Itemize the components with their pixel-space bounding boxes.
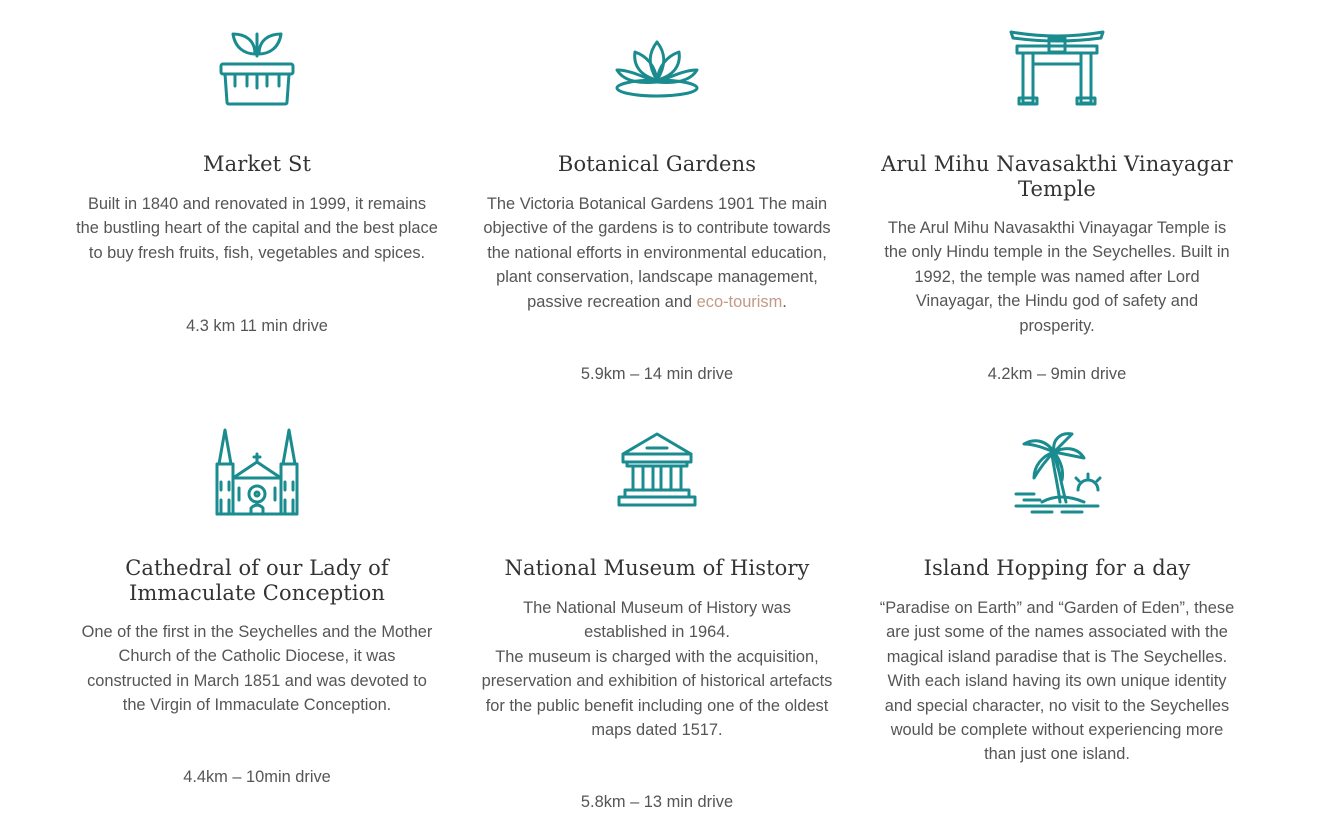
card-description-text: The Victoria Botanical Gardens 1901 The main objective of the gardens is to contribute towards the national efforts in environmental education, plant conservation, landscape management, passive recreation and xyxy=(483,195,831,311)
attraction-card-cathedral xyxy=(71,0,443,833)
card-title: Cathedral of our Lady of Immaculate Conception xyxy=(125,556,389,605)
card-title: Arul Mihu Navasakthi Vinayagar Temple xyxy=(881,152,1233,201)
card-distance: 5.8km – 13 min drive xyxy=(580,793,734,811)
card-distance: 4.4km – 10min drive xyxy=(183,768,331,786)
card-title: Botanical Gardens xyxy=(557,152,757,176)
card-description-line1: The National Museum of History was established in 1964. xyxy=(523,599,791,642)
card-description xyxy=(471,596,843,742)
card-title: Market St xyxy=(202,152,312,176)
card-description: One of the first in the Seychelles and the Mother Church of the Catholic Diocese, it was constructed in March 1851 and was devoted to the Virgin of Immaculate Conception. xyxy=(81,623,433,715)
museum-icon xyxy=(617,430,697,510)
card-title: Island Hopping for a day xyxy=(923,556,1191,580)
palm-island-icon xyxy=(1012,430,1102,514)
card-description: Built in 1840 and renovated in 1999, it remains the bustling heart of the capital and the best place to buy fresh fruits, fish, vegetables and spices. xyxy=(76,195,438,262)
card-description-end: . xyxy=(782,292,787,311)
card-description-line2: The museum is charged with the acquisition, preservation and exhibition of historical artefacts for the public benefit including one of the oldest maps dated 1517. xyxy=(481,647,833,740)
attraction-card-museum xyxy=(471,0,843,833)
attraction-card-island-hopping xyxy=(871,0,1243,833)
card-title: National Museum of History xyxy=(504,556,810,580)
card-distance: 5.9km – 14 min drive xyxy=(580,365,734,383)
card-description: The Arul Mihu Navasakthi Vinayagar Temple is the only Hindu temple in the Seychelles. Built in 1992, the temple was named after Lord Vinayagar, the Hindu god of safety and prosperity. xyxy=(884,219,1230,335)
card-description: “Paradise on Earth” and “Garden of Eden”, these are just some of the names associated with the magical island paradise that is The Seychelles. With each island having its own unique identity and special character, no visit to the Seychelles would be complete without experiencing more than just one island. xyxy=(879,599,1235,764)
card-distance: 4.2km – 9min drive xyxy=(987,365,1127,383)
eco-tourism-link[interactable]: eco-tourism xyxy=(696,292,783,311)
cathedral-icon xyxy=(213,428,301,516)
card-distance: 4.3 km 11 min drive xyxy=(186,317,328,335)
